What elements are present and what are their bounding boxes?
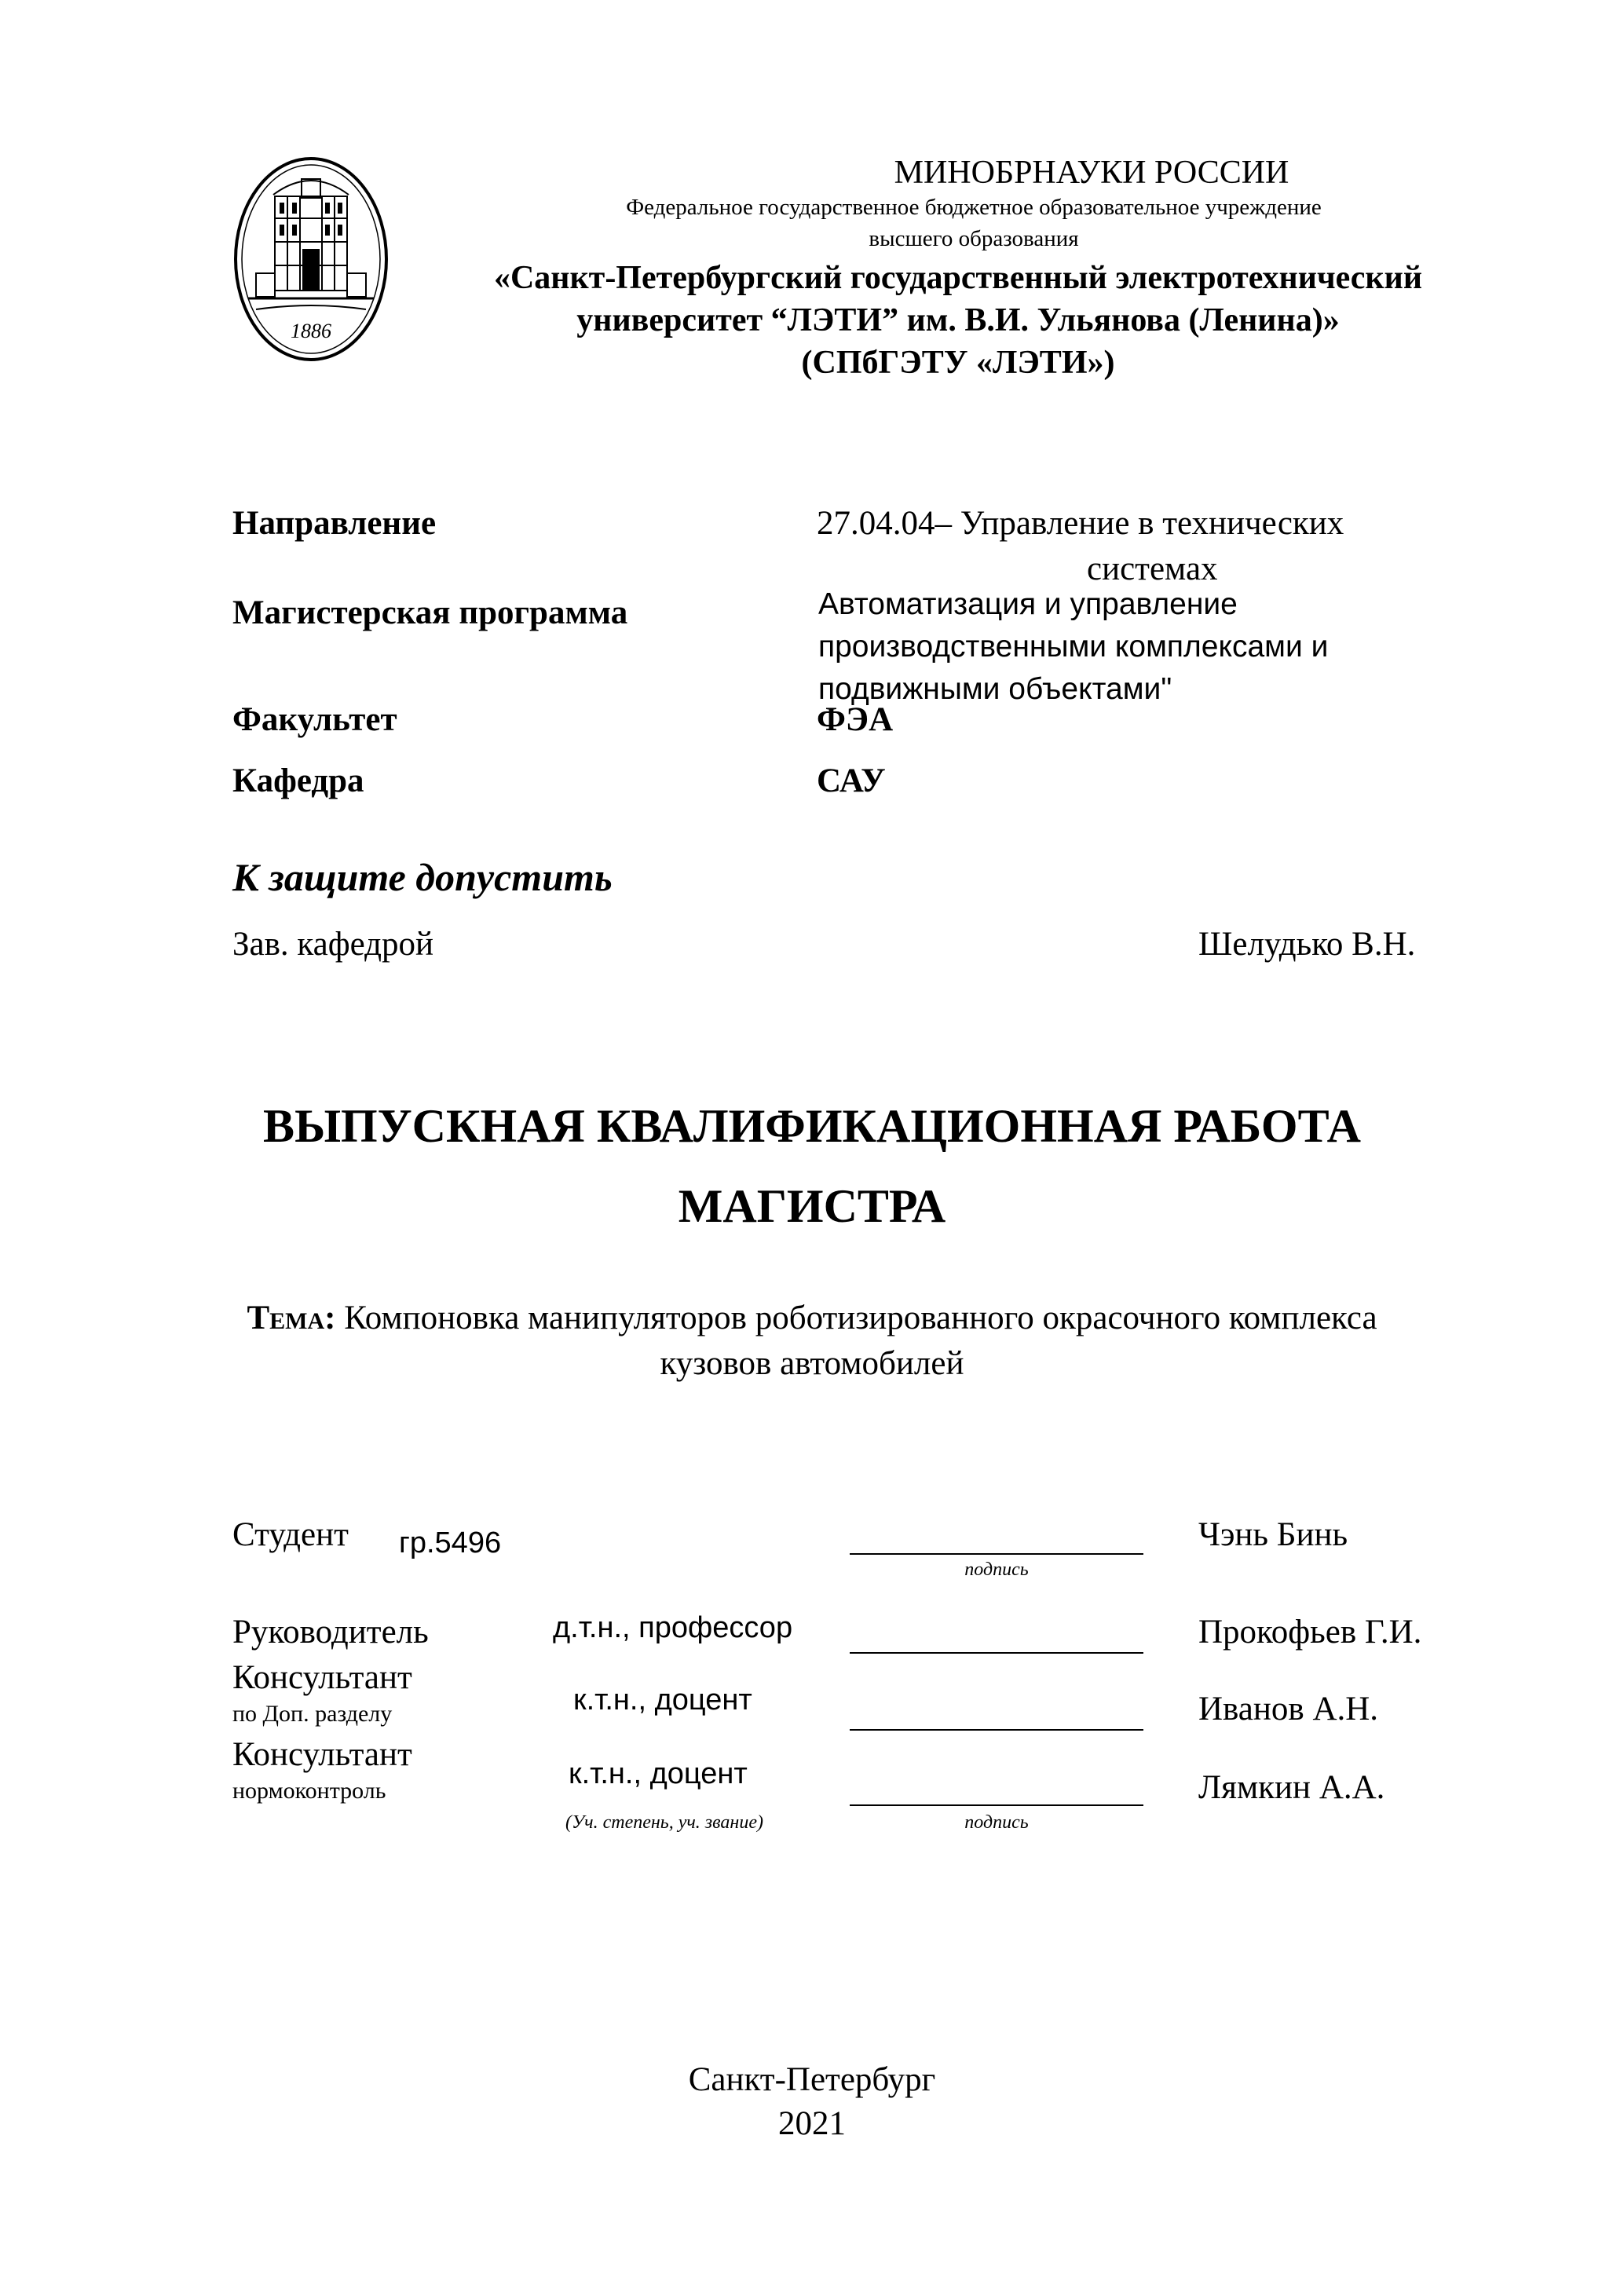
signature-caption-bottom: подпись (964, 1812, 1029, 1833)
theme-line1 (0, 1299, 1624, 1337)
ministry-name: МИНОБРНАУКИ РОССИИ (894, 155, 1289, 191)
program-label: Магистерская программа (232, 594, 628, 631)
degree-caption: (Уч. степень, уч. звание) (565, 1812, 763, 1833)
program-value-line2: производственными комплексами и (818, 630, 1329, 664)
theme-text-line1: Компоновка манипуляторов роботизированного окрасочного комплекса (344, 1300, 1377, 1336)
direction-value-line1: 27.04.04– Управление в технических (817, 505, 1344, 542)
consultant2-label: Консультант (232, 1736, 412, 1773)
student-label: Студент (232, 1516, 349, 1553)
admission-title: К защите допустить (232, 855, 613, 899)
university-name-line1: «Санкт-Петербургский государственный электротехнический (493, 260, 1423, 296)
program-value-line3: подвижными объектами" (818, 672, 1172, 706)
student-group: гр.5496 (399, 1526, 502, 1559)
department-label: Кафедра (232, 762, 364, 799)
university-name-line2: университет “ЛЭТИ” им. В.И. Ульянова (Ленина)» (576, 302, 1340, 338)
consultant1-name: Иванов А.Н. (1198, 1691, 1379, 1727)
supervisor-signature-line (850, 1652, 1143, 1654)
consultant1-signature-line (850, 1729, 1143, 1731)
signature-caption: подпись (964, 1559, 1029, 1580)
head-of-department-label: Зав. кафедрой (232, 926, 434, 963)
work-title-line1: ВЫПУСКНАЯ КВАЛИФИКАЦИОННАЯ РАБОТА (263, 1100, 1361, 1152)
university-emblem-icon (232, 155, 390, 363)
footer-city: Санкт-Петербург (688, 2061, 936, 2098)
direction-label: Направление (232, 505, 437, 542)
work-title-line2: МАГИСТРА (678, 1180, 946, 1232)
consultant2-rank: к.т.н., доцент (569, 1757, 748, 1790)
student-signature-line (850, 1553, 1143, 1555)
consultant1-subtitle: по Доп. разделу (232, 1701, 393, 1727)
consultant1-label: Консультант (232, 1659, 412, 1696)
student-name: Чэнь Бинь (1198, 1516, 1348, 1553)
supervisor-label: Руководитель (232, 1614, 429, 1651)
faculty-value: ФЭА (817, 701, 894, 738)
supervisor-rank: д.т.н., профессор (553, 1611, 793, 1644)
faculty-label: Факультет (232, 701, 397, 738)
institution-type-line1: Федеральное государственное бюджетное образовательное учреждение (626, 195, 1322, 220)
institution-type-line2: высшего образования (869, 226, 1079, 251)
department-value: САУ (817, 762, 886, 799)
consultant2-subtitle: нормоконтроль (232, 1778, 386, 1804)
university-abbreviation: (СПбГЭТУ «ЛЭТИ») (801, 345, 1115, 381)
footer-year: 2021 (778, 2105, 846, 2142)
theme-label: Тема: (247, 1300, 336, 1336)
head-of-department-name: Шелудько В.Н. (1198, 926, 1416, 963)
supervisor-name: Прокофьев Г.И. (1198, 1614, 1422, 1651)
consultant1-rank: к.т.н., доцент (573, 1684, 752, 1717)
consultant2-name: Лямкин А.А. (1198, 1769, 1385, 1806)
svg-text:1886: 1886 (291, 320, 331, 342)
direction-value-line2: системах (1087, 550, 1218, 587)
program-value-line1: Автоматизация и управление (818, 587, 1238, 621)
theme-line2: кузовов автомобилей (660, 1345, 964, 1382)
consultant2-signature-line (850, 1804, 1143, 1806)
